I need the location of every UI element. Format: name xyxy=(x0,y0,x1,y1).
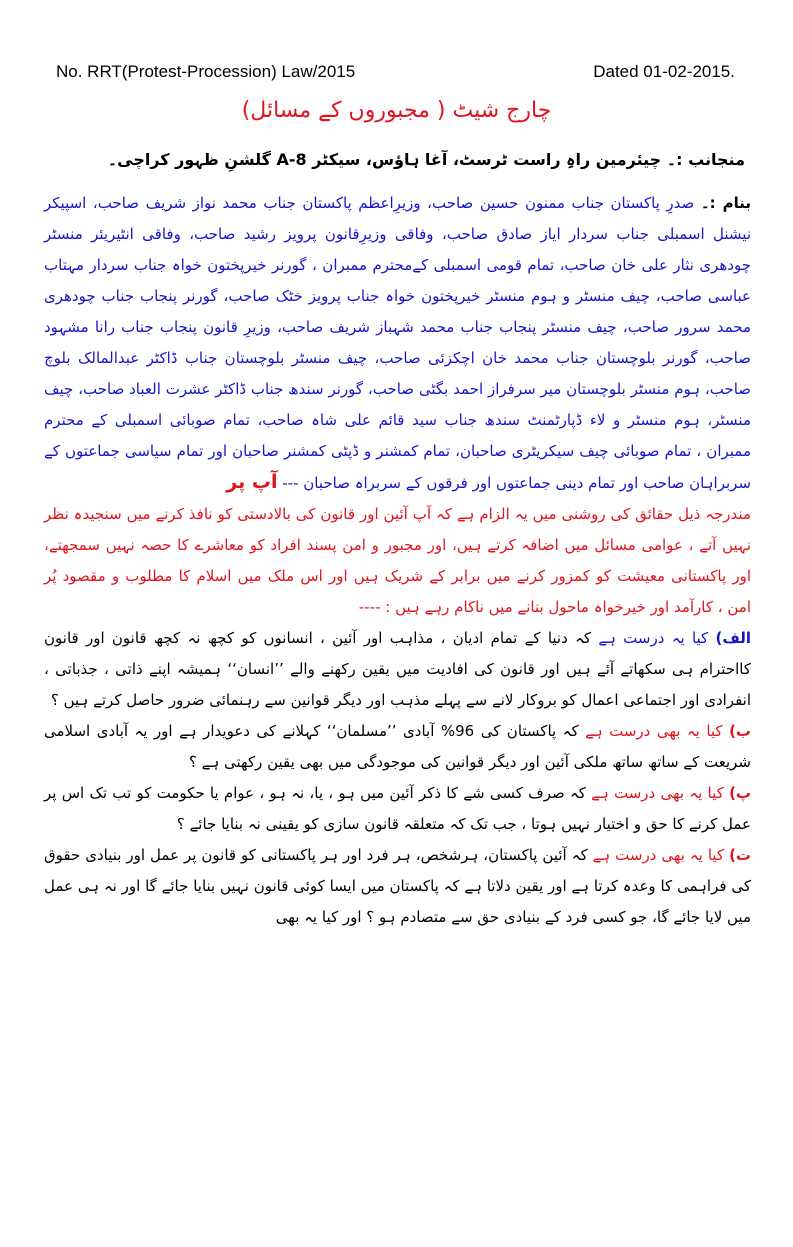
reference-number: No. RRT(Protest-Procession) Law/2015 xyxy=(56,62,356,81)
sender-line: منجانب :۔ چیئرمین راہِ راست ٹرسٹ، آغا ہاؤس، سیکٹر 8-A گلشنِ ظہور کراچی۔ xyxy=(107,150,745,169)
document-body xyxy=(44,188,751,933)
point-tay xyxy=(44,840,751,933)
point-text: کہ پاکستان کی 96% آبادی ’’مسلمان‘‘ کہلانے کی دعویدار ہے اور یہ آبادی اسلامی شریعت کے ساتھ ساتھ ملکی آئین اور دیگر قوانین کی موجودگی میں بھی یقین رکھتی ہے ؟ xyxy=(44,722,751,771)
point-text: کہ آئین پاکستان، ہرشخص، ہر فرد اور ہر پاکستانی کو قانون پر عمل اور بنیادی حقوق کی فراہمی کا وعدہ کرتا ہے اور یقین دلاتا ہے کہ پاکستان میں ایسا کوئی قانون نہیں بنایا جائے گا اور نہ ہی عمل میں لایا جائے گا، جو کسی فرد کے بنیادی حق سے متصادم ہو ؟ اور کیا یہ بھی xyxy=(44,846,751,926)
point-text: کہ دنیا کے تمام ادیان ، مذاہب اور آئین ، انسانوں کو کچھ نہ کچھ قانون اور قانون کااحترام ہی سکھاتے آئے ہیں اور قانون کی افادیت میں یقین رکھنے والے ’’انسان‘‘ ہمیشہ اپنے ذاتی ، جذباتی ، انفرادی اور اجتماعی اعمال کو بروکار لانے سے پہلے مذہب اور دیگر قوانین سے رہنمائی ضرور حاصل کرتے ہیں ؟ xyxy=(44,629,751,709)
document-title: چارج شیٹ ( مجبوروں کے مسائل) xyxy=(241,98,552,123)
point-lead: کیا یہ درست ہے xyxy=(598,629,709,647)
point-lead: کیا یہ بھی درست ہے xyxy=(591,784,724,802)
addressees-text: صدرِ پاکستان جناب ممنون حسین صاحب، وزیرِاعظم پاکستان جناب محمد نواز شریف صاحب، اسپیکر نیشنل اسمبلی جناب سردار ایاز صادق صاحب، وفاقی وزیرِقانون پرویز رشید صاحب، وفاقی انٹیریئر منسٹر چودھری نثار علی خان صاحب، تمام قومی اسمبلی کےمحترم ممبران ، گورنر خیرپختون خواہ جناب سردار مہتاب عباسی صاحب، چیف منسٹر و ہوم منسٹر خیرپختون خواہ جناب پرویز خٹک صاحب، گورنر پنجاب جناب چودھری محمد سرور صاحب، چیف منسٹر پنجاب جناب محمد شہباز شریف صاحب، وزیرِ قانون پنجاب جناب رانا مشہود صاحب، گورنر بلوچستان جناب محمد خان اچکزئی صاحب، چیف منسٹر بلوچستان جناب ڈاکٹر عبدالمالک بلوچ صاحب، ہوم منسٹر بلوچستان میر سرفراز احمد بگٹی صاحب، گورنر سندھ جناب ڈاکٹر عشرت العباد صاحب، چیف منسٹر، ہوم منسٹر و لاء ڈپارٹمنٹ سندھ جناب سید قائم علی شاہ صاحب، تمام صوبائی اسمبلی کے محترم ممبران ، تمام صوبائی چیف سیکریٹری صاحبان، تمام کمشنر و ڈپٹی کمشنر صاحبان اور تمام سیاسی جماعتوں کے سربراہان صاحب اور تمام دینی جماعتوں اور فرقوں کے سربراہ صاحبان --- xyxy=(44,194,751,492)
document-date: Dated 01-02-2015. xyxy=(593,62,735,81)
point-lead: کیا یہ بھی درست ہے xyxy=(585,722,723,740)
point-label: ب) xyxy=(729,722,751,740)
point-label: ت) xyxy=(729,846,751,864)
point-text: کہ صرف کسی شے کا ذکر آئین میں ہو ، یا، نہ ہو ، عوام یا حکومت کو تب تک اس پر عمل کرنے کا حق و اختیار نہیں ہوتا ، جب تک کہ متعلقہ قانون سازی کو یقینی نہ بنایا جائے ؟ xyxy=(44,784,751,833)
accusation-paragraph: مندرجہ ذیل حقائق کی روشنی میں یہ الزام ہے کہ آپ آئین اور قانون کی بالادستی کو نافذ کرنے میں سنجیدہ نظر نہیں آتے ، عوامی مسائل میں اضافہ کرتے ہیں، اور مجبور و امن پسند افراد کو معاشرے کا حصہ نہیں سمجھتے، اور پاکستانی معیشت کو کمزور کرنے میں برابر کے شریک ہیں اور اس ملک میں اسلام کا مطلوب و مقصود پُر امن ، کارآمد اور خیرخواہ ماحول بنانے میں ناکام رہے ہیں : ---- xyxy=(44,505,751,616)
point-bay xyxy=(44,716,751,778)
point-label: الف) xyxy=(715,629,751,647)
point-alif xyxy=(44,623,751,716)
point-label: پ) xyxy=(729,784,751,802)
addressees-paragraph xyxy=(44,188,751,499)
point-pay xyxy=(44,778,751,840)
addressees-emphasis: آپ پر xyxy=(226,471,278,493)
addressees-label: بنام :۔ xyxy=(700,194,751,212)
point-lead: کیا یہ بھی درست ہے xyxy=(592,846,725,864)
